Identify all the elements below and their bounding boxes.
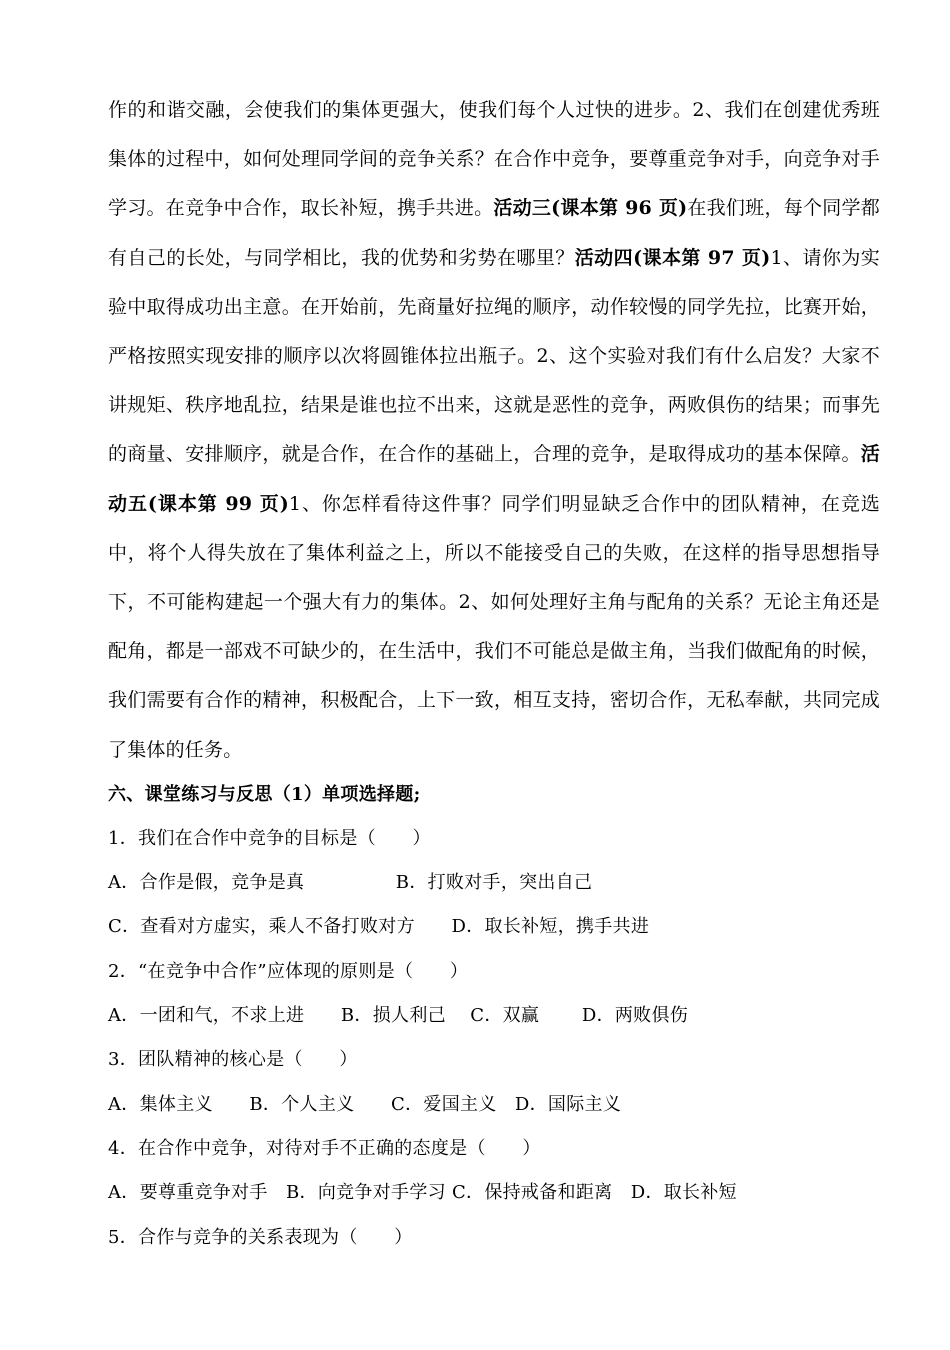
body-paragraph	[108, 86, 880, 775]
activity-4-heading: 活动四(课本第 97 页)	[574, 246, 771, 269]
question-1-options-cd: C．查看对方虚实，乘人不备打败对方 D．取长补短，携手共进	[108, 916, 650, 937]
question-3: 3．团队精神的核心是（ ）	[108, 1049, 358, 1070]
question-2-options: A．一团和气，不求上进 B．损人利己 C．双赢 D．两败俱伤	[108, 1005, 689, 1026]
question-2: 2．“在竞争中合作”应体现的原则是（ ）	[108, 961, 469, 982]
section-heading: 六、课堂练习与反思（1）单项选择题;	[108, 784, 421, 805]
paragraph-text-1: 作的和谐交融，会使我们的集体更强大，使我们每个人过快的进步。2、我们在创建优秀班集体的过程中，如何处理同学间的竞争关系？在合作中竞争，要尊重竞争对手，向竞争对手学习。在竞争中合作，取长补短，携手共进。	[108, 99, 880, 220]
question-1: 1．我们在合作中竞争的目标是（ ）	[108, 828, 431, 849]
question-4-options: A．要尊重竞争对手 B．向竞争对手学习 C．保持戒备和距离 D．取长补短	[108, 1182, 737, 1203]
activity-3-heading: 活动三(课本第 96 页)	[493, 197, 688, 220]
question-5: 5．合作与竞争的关系表现为（ ）	[108, 1227, 413, 1248]
activity-5-heading: 活动五(课本第 99 页)	[108, 443, 880, 515]
paragraph-text-3: 1、请你为实验中取得成功出主意。在开始前，先商量好拉绳的顺序，动作较慢的同学先拉，比赛开始，严格按照实现安排的顺序以次将圆锥体拉出瓶子。2、这个实验对我们有什么启发？大家不讲规矩、秩序地乱拉，结果是谁也拉不出来，这就是恶性的竞争，两败俱伤的结果；而事先的商量、安排顺序，就是合作，在合作的基础上，合理的竞争，是取得成功的基本保障。	[108, 246, 880, 466]
question-1-options-ab: A．合作是假，竞争是真 B．打败对手，突出自己	[108, 872, 593, 893]
paragraph-text-4: 1、你怎样看待这件事？同学们明显缺乏合作中的团队精神，在竞选中，将个人得失放在了集体利益之上，所以不能接受自己的失败，在这样的指导思想指导下，不可能构建起一个强大有力的集体。2、如何处理好主角与配角的关系？无论主角还是配角，都是一部戏不可缺少的，在生活中，我们不可能总是做主角，当我们做配角的时候，我们需要有合作的精神，积极配合，上下一致，相互支持，密切合作，无私奉献，共同完成了集体的任务。	[108, 492, 880, 761]
question-4: 4．在合作中竞争，对待对手不正确的态度是（ ）	[108, 1138, 541, 1159]
paragraph-text-2: 在我们班，每个同学都有自己的长处，与同学相比，我的优势和劣势在哪里？	[108, 197, 880, 269]
question-3-options: A．集体主义 B．个人主义 C．爱国主义 D．国际主义	[108, 1094, 622, 1115]
